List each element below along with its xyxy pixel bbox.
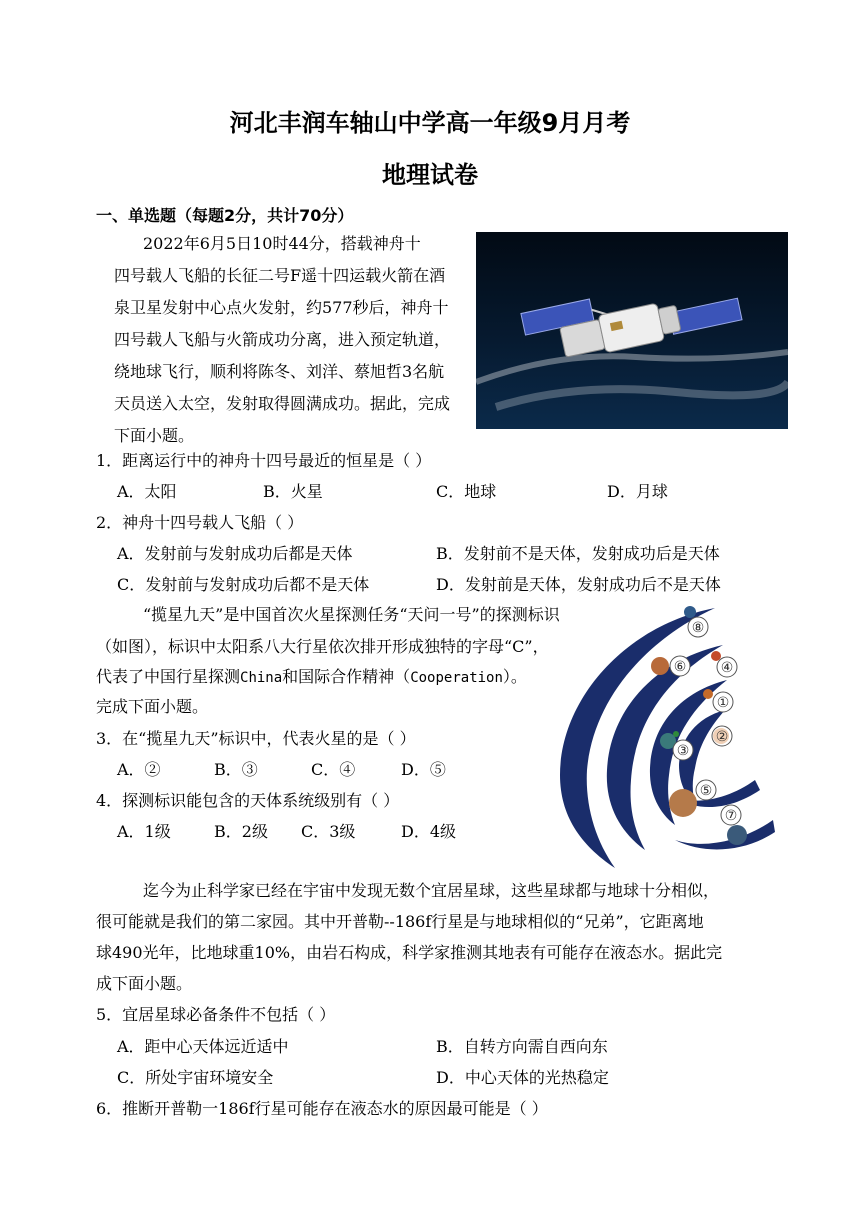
question-2: 2．神舟十四号载人飞船（ ） (96, 513, 304, 532)
logo-label: ③ (676, 743, 690, 759)
passage2-line: 完成下面小题。 (96, 697, 209, 716)
passage2-line: 代表了中国行星探测China和国际合作精神（Cooperation）。 (96, 667, 527, 686)
question-5: 5．宜居星球必备条件不包括（ ） (96, 1005, 336, 1024)
q3-option-d[interactable]: D．⑤ (401, 760, 446, 779)
passage1-line: 四号载人飞船与火箭成功分离，进入预定轨道， (114, 330, 451, 349)
logo-label: ② (715, 729, 729, 745)
passage1-line: 四号载人飞船的长征二号F遥十四运载火箭在酒 (114, 266, 446, 285)
q2-option-b[interactable]: B．发射前不是天体，发射成功后是天体 (436, 544, 720, 563)
q2-option-a[interactable]: A．发射前与发射成功后都是天体 (117, 544, 353, 563)
logo-label: ⑥ (673, 659, 687, 675)
logo-label: ⑤ (699, 783, 713, 799)
q5-option-b[interactable]: B．自转方向需自西向东 (436, 1037, 608, 1056)
passage3-line: 迄今为止科学家已经在宇宙中发现无数个宜居星球，这些星球都与地球十分相似， (143, 881, 720, 900)
q1-option-c[interactable]: C．地球 (436, 482, 497, 501)
q2-option-d[interactable]: D．发射前是天体，发射成功后不是天体 (436, 575, 721, 594)
q1-option-a[interactable]: A．太阳 (117, 482, 177, 501)
exam-title: 河北丰润车轴山中学高一年级9月月考 (229, 109, 631, 137)
q5-option-c[interactable]: C．所处宇宙环境安全 (117, 1068, 274, 1087)
logo-label: ⑧ (691, 620, 705, 636)
exam-subtitle: 地理试卷 (382, 161, 478, 189)
q4-option-c[interactable]: C．3级 (301, 822, 356, 841)
q4-option-a[interactable]: A．1级 (117, 822, 171, 841)
q1-option-b[interactable]: B．火星 (263, 482, 323, 501)
question-3: 3．在“揽星九天”标识中，代表火星的是（ ） (96, 729, 416, 748)
q4-option-d[interactable]: D．4级 (401, 822, 457, 841)
passage3-line: 球490光年，比地球重10%，由岩石构成，科学家推测其地表有可能存在液态水。据此完 (96, 943, 723, 962)
section-heading: 一、单选题（每题2分，共计70分） (96, 206, 354, 225)
q4-option-b[interactable]: B．2级 (214, 822, 268, 841)
passage2-line: （如图），标识中太阳系八大行星依次排开形成独特的字母“C”， (96, 637, 549, 656)
q3-option-a[interactable]: A．② (117, 760, 161, 779)
q3-option-c[interactable]: C．④ (311, 760, 356, 779)
passage1-line: 天员送入太空，发射取得圆满成功。据此，完成 (114, 394, 451, 413)
q2-option-c[interactable]: C．发射前与发射成功后都不是天体 (117, 575, 370, 594)
question-6: 6．推断开普勒一186f行星可能存在液态水的原因最可能是（ ） (96, 1099, 548, 1118)
passage3-line: 很可能就是我们的第二家园。其中开普勒--186f行星是与地球相似的“兄弟”，它距离地 (96, 912, 704, 931)
q5-option-a[interactable]: A．距中心天体远近适中 (117, 1037, 289, 1056)
logo-label: ⑦ (724, 808, 738, 824)
passage1-line: 绕地球飞行，顺利将陈冬、刘洋、蔡旭哲3名航 (114, 362, 445, 381)
question-1: 1．距离运行中的神舟十四号最近的恒星是（ ） (96, 451, 432, 470)
passage1-line: 2022年6月5日10时44分，搭载神舟十 (143, 234, 421, 253)
q3-option-b[interactable]: B．③ (214, 760, 258, 779)
tianwen-logo (555, 600, 780, 870)
q5-option-d[interactable]: D．中心天体的光热稳定 (436, 1068, 609, 1087)
passage3-line: 成下面小题。 (96, 974, 193, 993)
space-station-photo (476, 232, 788, 429)
logo-label: ④ (720, 660, 734, 676)
passage1-line: 下面小题。 (114, 426, 195, 445)
q1-option-d[interactable]: D．月球 (607, 482, 668, 501)
passage2-line: “揽星九天”是中国首次火星探测任务“天问一号”的探测标识 (143, 605, 560, 624)
question-4: 4．探测标识能包含的天体系统级别有（ ） (96, 791, 400, 810)
passage1-line: 泉卫星发射中心点火发射，约577秒后，神舟十 (114, 298, 449, 317)
logo-label: ① (716, 695, 730, 711)
